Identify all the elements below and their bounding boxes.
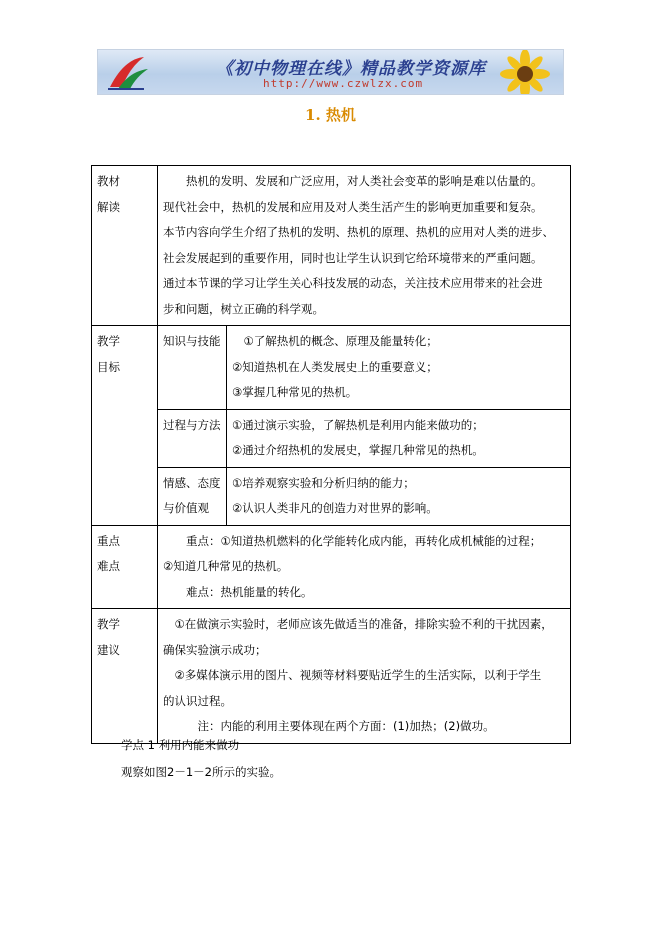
text-line: ③掌握几种常见的热机。 (232, 385, 358, 399)
text-line: 本节内容向学生介绍了热机的发明、热机的原理、热机的应用对人类的进步、 (163, 225, 554, 239)
sunflower-icon (485, 50, 559, 95)
sub-label-process: 过程与方法 (158, 409, 227, 467)
process-cell (227, 409, 571, 467)
text-line: ②知道热机在人类发展史上的重要意义； (232, 359, 438, 374)
attitude-cell (227, 467, 571, 525)
row-label-suggestions: 教学 建议 (92, 609, 158, 744)
banner-url[interactable]: http://www.czwlzx.com (263, 77, 424, 90)
text-line: 的认识过程。 (163, 693, 232, 708)
section-heading: 学点 1 利用内能来做功 (121, 738, 240, 752)
row-label-objectives: 教学 目标 (92, 326, 158, 526)
row-label-textbook: 教材 解读 (92, 166, 158, 326)
text-line: ②通过介绍热机的发展史，掌握几种常见的热机。 (232, 443, 484, 457)
knowledge-cell (227, 326, 571, 410)
table-row (92, 609, 571, 744)
text-line: ②多媒体演示用的图片、视频等材料要贴近学生的生活实际，以利于学生 (174, 668, 542, 682)
row-label-keypoints: 重点 难点 (92, 525, 158, 609)
table-row (92, 166, 571, 326)
sub-label-attitude: 情感、态度 与价值观 (158, 467, 227, 525)
text-line: 通过本节课的学习让学生关心科技发展的动态，关注技术应用带来的社会进 (163, 276, 543, 290)
text-line: ②知道几种常见的热机。 (163, 559, 289, 573)
sub-label-knowledge: 知识与技能 (158, 326, 227, 410)
table-row (92, 326, 571, 410)
text-line: 现代社会中，热机的发展和应用及对人类生活产生的影响更加重要和复杂。 (163, 199, 543, 214)
text-line: 难点：热机能量的转化。 (186, 584, 313, 599)
textbook-reading-cell (158, 166, 571, 326)
text-line: ②认识人类非凡的创造力对世界的影响。 (232, 501, 438, 515)
site-logo-icon (104, 53, 152, 93)
text-line: ①在做演示实验时，老师应该先做适当的准备，排除实验不利的干扰因素， (174, 617, 553, 631)
text-line: 社会发展起到的重要作用，同时也让学生认识到它给环境带来的严重问题。 (163, 250, 543, 265)
table-row (92, 467, 571, 525)
document-title: 1. 热机 (305, 106, 356, 124)
text-line: 注：内能的利用主要体现在两个方面：(1)加热；(2)做功。 (197, 719, 495, 733)
banner-title: 《初中物理在线》精品教学资源库 (216, 59, 486, 79)
suggestions-cell (158, 609, 571, 744)
text-line: 重点：①知道热机燃料的化学能转化成内能，再转化成机械能的过程； (186, 533, 542, 548)
text-line: ①通过演示实验，了解热机是利用内能来做功的； (232, 417, 484, 432)
lesson-plan-table (91, 165, 571, 744)
header-banner (97, 49, 564, 95)
text-line: 确保实验演示成功； (163, 642, 267, 657)
text-line: 热机的发明、发展和广泛应用，对人类社会变革的影响是难以估量的。 (186, 174, 543, 188)
text-line: ①培养观察实验和分析归纳的能力； (232, 475, 415, 490)
keypoints-cell (158, 525, 571, 609)
table-row (92, 525, 571, 609)
body-text: 观察如图2－1－2所示的实验。 (121, 765, 281, 779)
table-row (92, 409, 571, 467)
text-line: ①了解热机的概念、原理及能量转化； (243, 334, 438, 348)
text-line: 步和问题，树立正确的科学观。 (163, 301, 324, 316)
